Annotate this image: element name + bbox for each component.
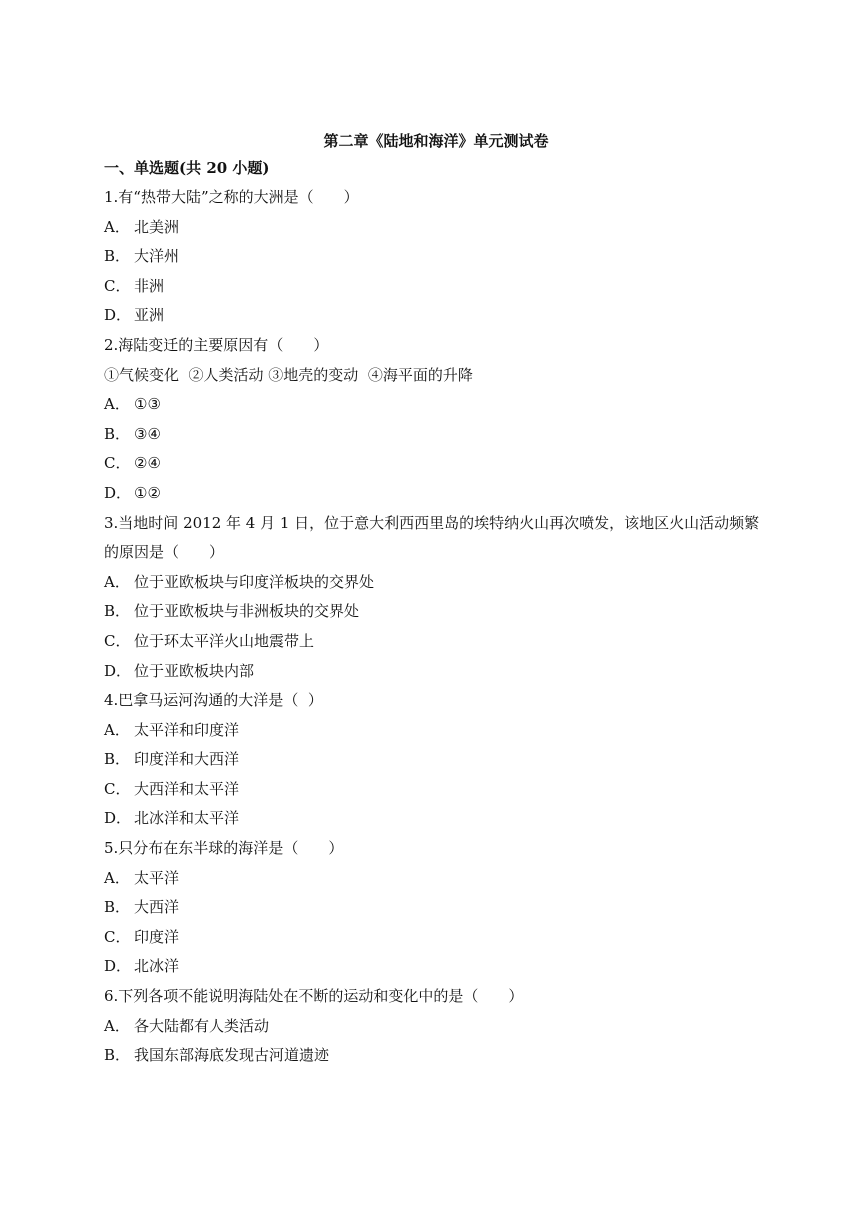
option-letter: A． bbox=[104, 395, 130, 414]
question-5 bbox=[104, 834, 764, 982]
option-a bbox=[104, 1012, 764, 1042]
option-letter: C． bbox=[104, 454, 131, 473]
document-title: 第二章《陆地和海洋》单元测试卷 bbox=[323, 132, 549, 150]
question-stem: 2.海陆变迁的主要原因有（ ） bbox=[104, 335, 329, 354]
option-letter: B． bbox=[104, 247, 131, 266]
option-b bbox=[104, 893, 764, 923]
option-text: ③④ bbox=[134, 424, 161, 443]
option-letter: D． bbox=[104, 483, 132, 502]
option-b bbox=[104, 1041, 764, 1071]
option-b bbox=[104, 597, 764, 627]
option-letter: D． bbox=[104, 306, 132, 325]
option-letter: D． bbox=[104, 661, 132, 680]
option-text: 北冰洋 bbox=[134, 957, 180, 976]
option-a bbox=[104, 213, 764, 243]
option-c bbox=[104, 272, 764, 302]
option-text: 位于环太平洋火山地震带上 bbox=[134, 631, 315, 650]
option-letter: B． bbox=[104, 750, 131, 769]
option-text: 大西洋 bbox=[134, 898, 180, 917]
option-d bbox=[104, 301, 764, 331]
option-text: 大洋州 bbox=[134, 247, 180, 266]
option-letter: B． bbox=[104, 1046, 131, 1065]
question-stem: 1.有“热带大陆”之称的大洲是（ ） bbox=[104, 188, 359, 206]
question-1 bbox=[104, 183, 764, 331]
option-letter: B． bbox=[104, 898, 131, 917]
question-stem-line-1: 3.当地时间 2012 年 4 月 1 日，位于意大利西西里岛的埃特纳火山再次喷发，该地区火山活动频繁 bbox=[104, 513, 760, 532]
option-text: 各大陆都有人类活动 bbox=[134, 1016, 270, 1035]
question-stem: 5.只分布在东半球的海洋是（ ） bbox=[104, 839, 344, 858]
option-text: 位于亚欧板块内部 bbox=[134, 661, 255, 680]
option-letter: C． bbox=[104, 631, 131, 650]
question-stem: 4.巴拿马运河沟通的大洋是（ ） bbox=[104, 691, 323, 710]
option-letter: A． bbox=[104, 572, 130, 591]
option-text: 太平洋 bbox=[134, 868, 180, 887]
option-text: 北冰洋和太平洋 bbox=[134, 809, 240, 828]
question-sub-statements: ①气候变化 ②人类活动 ③地壳的变动 ④海平面的升降 bbox=[104, 365, 473, 384]
option-text: 印度洋 bbox=[134, 927, 180, 946]
document-content bbox=[104, 128, 764, 1071]
option-c bbox=[104, 627, 764, 657]
option-letter: D． bbox=[104, 957, 132, 976]
option-letter: C． bbox=[104, 276, 131, 295]
option-letter: D． bbox=[104, 809, 132, 828]
option-a bbox=[104, 390, 764, 420]
option-d bbox=[104, 479, 764, 509]
option-letter: B． bbox=[104, 602, 131, 621]
option-letter: C． bbox=[104, 779, 131, 798]
option-text: ①③ bbox=[134, 395, 161, 414]
option-c bbox=[104, 449, 764, 479]
option-a bbox=[104, 864, 764, 894]
option-letter: C． bbox=[104, 927, 131, 946]
question-stem-line-2: 的原因是（ ） bbox=[104, 543, 225, 562]
question-6 bbox=[104, 982, 764, 1071]
question-4 bbox=[104, 686, 764, 834]
option-d bbox=[104, 657, 764, 687]
option-d bbox=[104, 804, 764, 834]
option-b bbox=[104, 745, 764, 775]
option-letter: A． bbox=[104, 868, 130, 887]
option-text: 太平洋和印度洋 bbox=[134, 720, 240, 739]
option-d bbox=[104, 952, 764, 982]
option-text: 印度洋和大西洋 bbox=[134, 750, 240, 769]
question-2 bbox=[104, 331, 764, 509]
option-text: 非洲 bbox=[134, 276, 165, 295]
question-stem: 6.下列各项不能说明海陆处在不断的运动和变化中的是（ ） bbox=[104, 987, 524, 1006]
option-c bbox=[104, 923, 764, 953]
option-c bbox=[104, 775, 764, 805]
option-text: 位于亚欧板块与非洲板块的交界处 bbox=[134, 602, 360, 621]
section-title: 一、单选题(共 20 小题) bbox=[104, 159, 270, 177]
option-b bbox=[104, 420, 764, 450]
option-a bbox=[104, 716, 764, 746]
option-letter: A． bbox=[104, 217, 130, 236]
option-text: 我国东部海底发现古河道遗迹 bbox=[134, 1046, 330, 1065]
option-a bbox=[104, 568, 764, 598]
option-text: 大西洋和太平洋 bbox=[134, 779, 240, 798]
option-text: 位于亚欧板块与印度洋板块的交界处 bbox=[134, 572, 375, 591]
option-text: ①② bbox=[134, 483, 161, 502]
option-text: 亚洲 bbox=[134, 306, 165, 325]
option-letter: A． bbox=[104, 720, 130, 739]
option-b bbox=[104, 242, 764, 272]
question-3 bbox=[104, 509, 764, 687]
option-text: 北美洲 bbox=[134, 217, 180, 236]
option-letter: B． bbox=[104, 424, 131, 443]
option-letter: A． bbox=[104, 1016, 130, 1035]
option-text: ②④ bbox=[134, 454, 161, 473]
